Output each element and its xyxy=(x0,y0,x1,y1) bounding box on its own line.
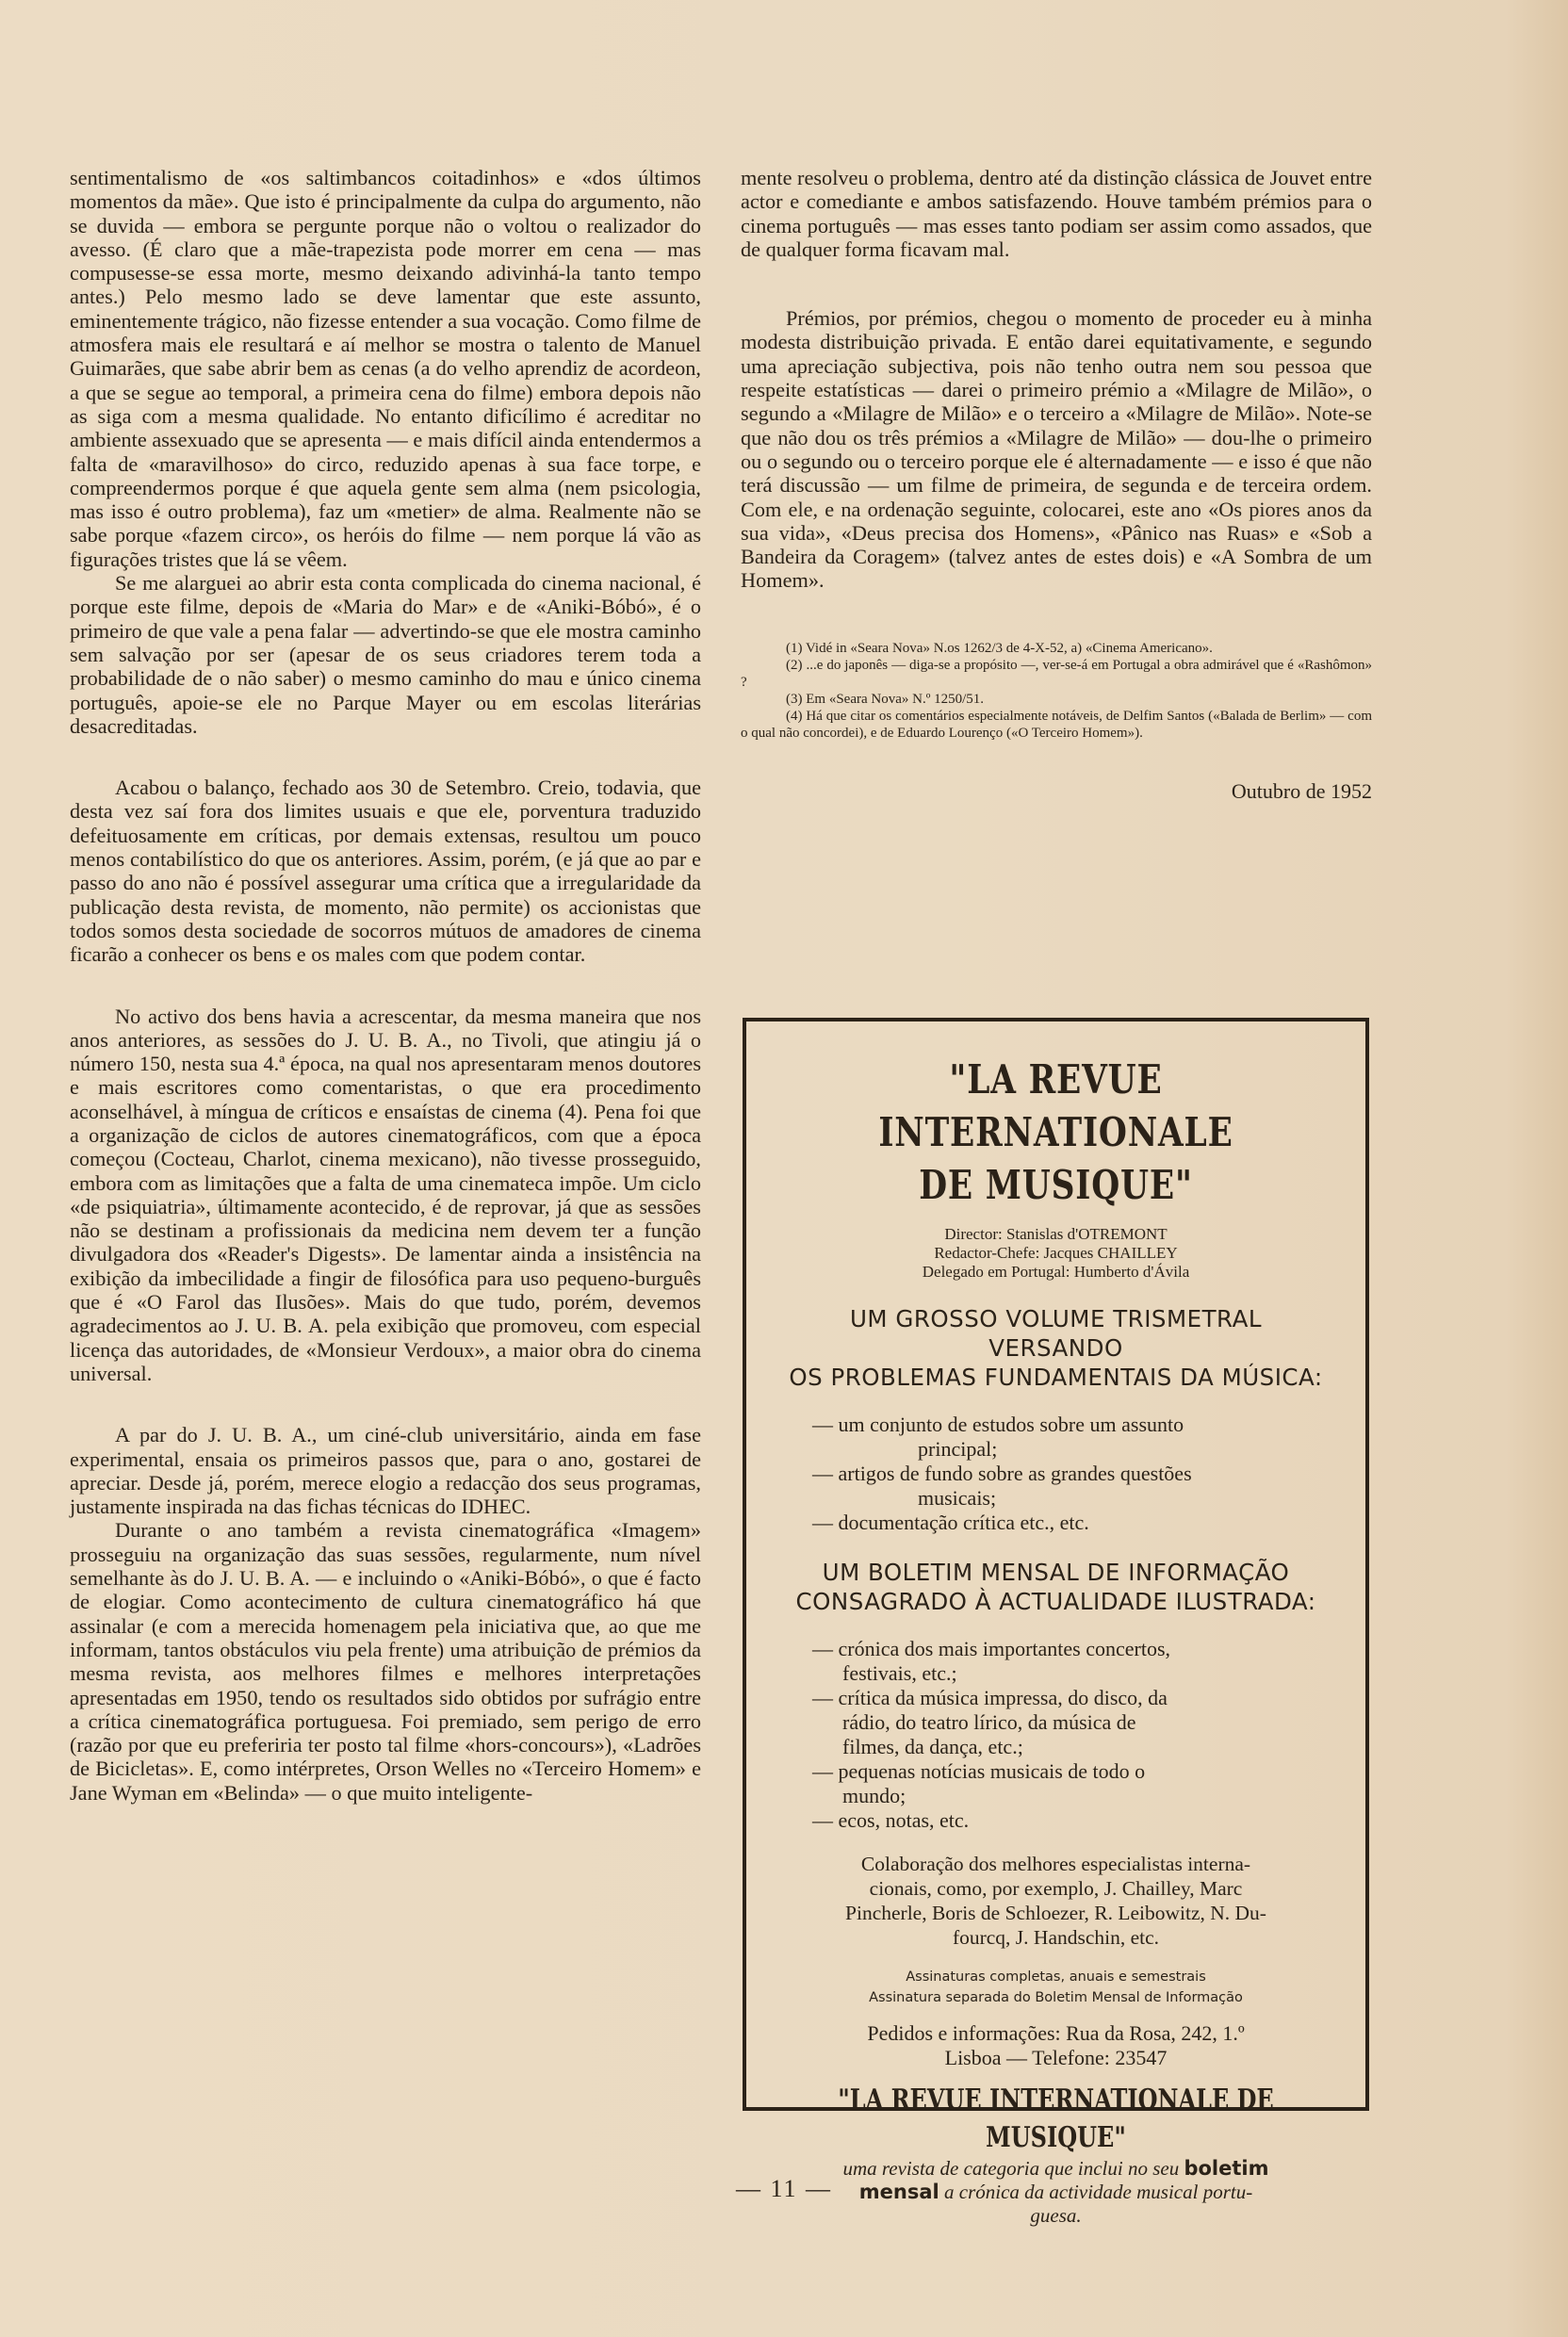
ad-subscriptions: Assinaturas completas, anuais e semestrais Assinatura separada do Boletim Mensal de Informação xyxy=(869,1969,1243,2005)
ad-staff: Director: Stanislas d'OTREMONT Redactor-Chefe: Jacques CHAILLEY Delegado em Portugal: Humberto d'Ávila xyxy=(922,1225,1190,1281)
paragraph: mente resolveu o problema, dentro até da distinção clássica de Jouvet entre actor e comediante e ambos satisfazendo. Houve também prémios para o cinema português — mas esses tanto podiam ser assim como assados, que de qualquer forma ficavam mal. xyxy=(741,166,1372,261)
ad-list-bulletin: — crónica dos mais importantes concertos, festivais, etc.; — crítica da música impressa, do disco, da rádio, do teatro lírico, da música de filmes, da dança, etc.; — pequenas notícias musicais de todo o mundo; — ecos, notas, etc. xyxy=(812,1637,1171,1832)
ad-collaboration: Colaboração dos melhores especialistas interna- cionais, como, por exemplo, J. Chailley, Marc Pincherle, Boris de Schloezer, R. Leibowitz, N. Du- fourcq, J. Handschin, etc. xyxy=(845,1853,1266,1949)
footnote: (4) Há que citar os comentários especialmente notáveis, de Delfim Santos («Balada de Berlim» — com o qual não concordei), e de Eduardo Lourenço («O Terceiro Homem»). xyxy=(741,708,1372,741)
ad-tagline: uma revista de categoria que inclui no seu boletim mensal a crónica da actividade musical portu- guesa. xyxy=(842,2157,1269,2227)
ad-heading-volume: UM GROSSO VOLUME TRISMETRAL VERSANDO OS PROBLEMAS FUNDAMENTAIS DA MÚSICA: xyxy=(789,1305,1323,1391)
footnotes xyxy=(741,640,1372,742)
footnote: (2) ...e do japonês — diga-se a propósito —, ver-se-á em Portugal a obra admirável que é «Rashômon» ? xyxy=(741,657,1372,690)
footnote: (1) Vidé in «Seara Nova» N.os 1262/3 de 4-X-52, a) «Cinema Americano». xyxy=(786,640,1213,656)
page-number: — 11 — xyxy=(735,2175,833,2202)
dateline: Outubro de 1952 xyxy=(1231,778,1372,803)
paragraph: Se me alarguei ao abrir esta conta complicada do cinema nacional, é porque este filme, depois de «Maria do Mar» e de «Aniki-Bóbó», é o primeiro de que vale a pena falar — advertindo-se que ele mostra caminho sem salvação por ser (apesar de os seus criadores terem toda a probabilidade de o não saber) o mesmo caminho do mau e único cinema português, apoie-se ele no Parque Mayer ou em escolas literárias desacreditadas. xyxy=(70,571,701,738)
ad-list-volume: — um conjunto de estudos sobre um assunto principal; — artigos de fundo sobre as grandes questões musicais; — documentação crítica etc., etc. xyxy=(812,1413,1192,1534)
ad-heading-bulletin: UM BOLETIM MENSAL DE INFORMAÇÃO CONSAGRADO À ACTUALIDADE ILUSTRADA: xyxy=(795,1559,1316,1615)
paragraph: Acabou o balanço, fechado aos 30 de Setembro. Creio, todavia, que desta vez saí fora dos limites usuais e que ele, porventura traduzido defeituosamente em críticas, por demais extensas, resultou um pouco menos contabilístico do que os anteriores. Assim, porém, (e já que ao par e passo do ano não é possível assegurar uma crítica que a irregularidade da publicação desta revista, de momento, não permite) os accionistas que todos somos desta sociedade de socorros mútuos de amadores de cinema ficarão a conhecer os bens e os males com que podem contar. xyxy=(70,776,701,967)
left-column xyxy=(70,166,701,1805)
ad-title-bottom: "LA REVUE INTERNATIONALE DE MUSIQUE" xyxy=(838,2084,1274,2154)
paragraph: Prémios, por prémios, chegou o momento de proceder eu à minha modesta distribuição privada. E então darei equitativamente, e segundo uma apreciação subjectiva, pois não tenho outra nem sou pessoa que respeite estatísticas — darei o primeiro prémio a «Milagre de Milão», o segundo a «Milagre de Milão» e o terceiro a «Milagre de Milão». Note-se que não dou os três prémios a «Milagre de Milão» — dou-lhe o primeiro ou o segundo ou o terceiro porque ele é alternadamente — e isso é que não terá discussão — um filme de primeira, de segunda e de terceira ordem. Com ele, e na ordenação seguinte, colocarei, este ano «Os piores anos da sua vida», «Deus precisa dos Homens», «Pânico nas Ruas» e «Sob a Bandeira da Coragem» (talvez antes de estes dois) e «A Sombra de um Homem». xyxy=(741,306,1372,593)
ad-title: "LA REVUE INTERNATIONALE DE MUSIQUE" xyxy=(878,1056,1233,1208)
paragraph: sentimentalismo de «os saltimbancos coitadinhos» e «dos últimos momentos da mãe». Que isto é principalmente da culpa do argumento, não se duvida — embora se pergunte porque não o voltou o realizador do avesso. (É claro que a mãe-trapezista pode morrer em cena — mas compusesse-se essa morte, mesmo deixando adivinhá-la tanto tempo antes.) Pelo mesmo lado se deve lamentar que este assunto, eminentemente trágico, não fizesse entender a sua vocação. Como filme de atmosfera mais ele resultará e aí melhor se mostra o talento de Manuel Guimarães, que sabe abrir bem as cenas (a do velho aprendiz de acordeon, a que se segue ao temporal, a primeira cena do filme) embora depois não as siga com a mesma qualidade. No entanto dificílimo é acreditar no ambiente assexuado que se apresenta — e mais difícil ainda entendermos a falta de «maravilhoso» do circo, reduzido apenas à sua face torpe, e compreendermos porque é que aquela gente sem alma (nem psicologia, mas isso é outro problema), faz um «metier» de alma. Realmente não se sabe porque «fazem circo», os heróis do filme — nem porque lá vão as figurações tristes que lá se vêem. xyxy=(70,166,701,571)
paragraph: Durante o ano também a revista cinematográfica «Imagem» prosseguiu na organização das suas sessões, regularmente, num nível semelhante às do J. U. B. A. — e incluindo o «Aniki-Bóbó», o que é facto de elogiar. Como acontecimento de cultura cinematográfico há que assinalar (e com a merecida homenagem pela iniciativa que, ao que me informam, tantos obstáculos viu pela frente) uma atribuição de prémios da mesma revista, aos melhores filmes e melhores interpretações apresentadas em 1950, tendo os resultados sido obtidos por sufrágio entre a crítica cinematográfica portuguesa. Foi premiado, sem perigo de erro (razão por que eu preferiria ter posto tal filme «hors-concours»), «Ladrões de Bicicletas». E, como intérpretes, Orson Welles no «Terceiro Homem» e Jane Wyman em «Belinda» — o que muito inteligente- xyxy=(70,1518,701,1805)
footnote: (3) Em «Seara Nova» N.º 1250/51. xyxy=(786,691,985,707)
paragraph: A par do J. U. B. A., um ciné-club universitário, ainda em fase experimental, ensaia os primeiros passos que, para o ano, gostarei de apreciar. Desde já, porém, merece elogio a redacção dos seus programas, justamente inspirada na das fichas técnicas do IDHEC. xyxy=(70,1423,701,1519)
right-column xyxy=(741,166,1372,803)
ad-contact: Pedidos e informações: Rua da Rosa, 242, 1.º Lisboa — Telefone: 23547 xyxy=(867,2021,1245,2069)
paragraph: No activo dos bens havia a acrescentar, da mesma maneira que nos anos anteriores, as sessões do J. U. B. A., no Tivoli, que atingiu já o número 150, nesta sua 4.ª época, na qual nos apresentaram menos doutores e mais escritores como comentaristas, o que era procedimento aconselhável, à míngua de críticos e ensaístas de cinema (4). Pena foi que a organização de ciclos de autores cinematográficos, com que a época começou (Cocteau, Charlot, cinema mexicano), não tivesse prosseguido, embora com as limitações que a falta de uma cinemateca impõe. Um ciclo «de psiquiatria», últimamente acontecido, é de reprovar, já que as sessões não se destinam a profissionais da medicina nem devem ter a função divulgadora dos «Reader's Digests». De lamentar ainda a insistência na exibição da imbecilidade a fingir de filosófica para uso pequeno-burguês que é «O Farol das Ilusões». Mais do que tudo, porém, devemos agradecimentos ao J. U. B. A. pela exibição que promoveu, com especial licença das autoridades, de «Monsieur Verdoux», a maior obra do cinema universal. xyxy=(70,1004,701,1385)
